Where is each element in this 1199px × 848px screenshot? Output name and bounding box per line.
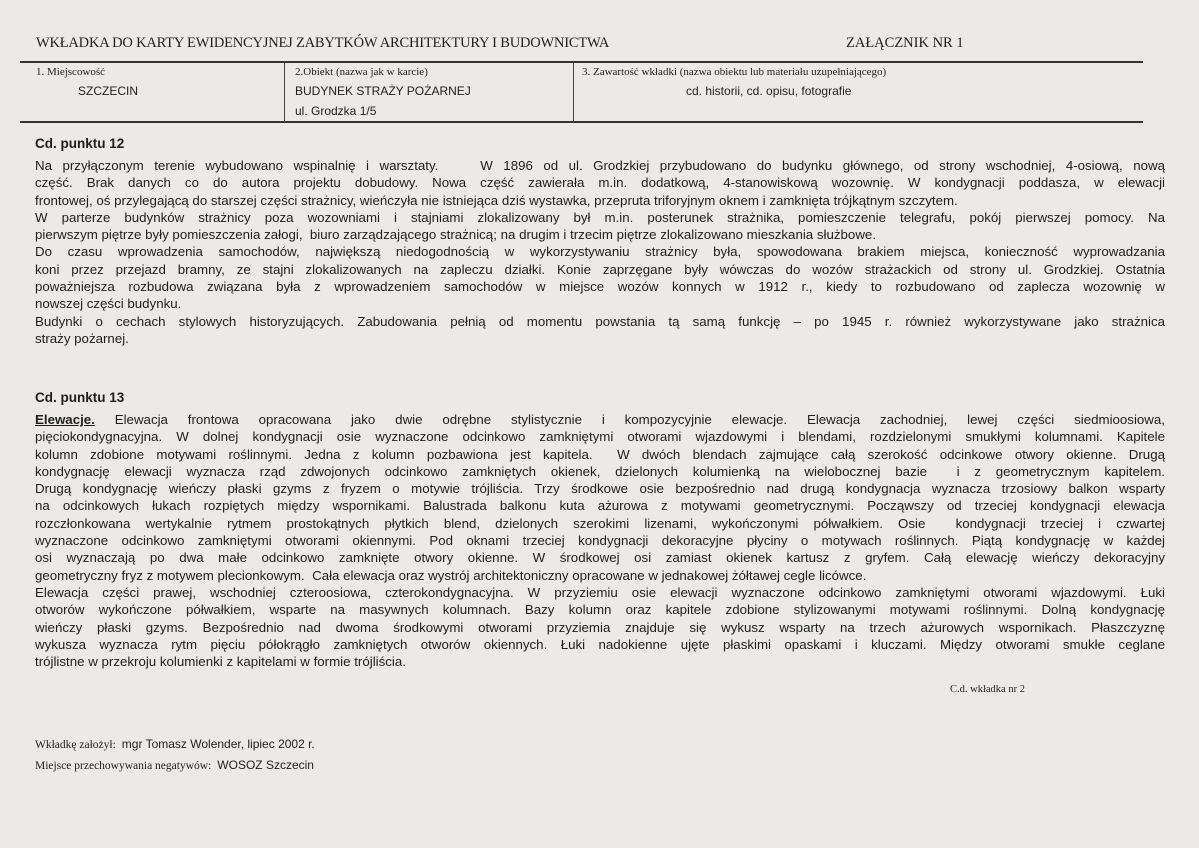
text-line <box>35 619 1165 636</box>
text-line <box>35 209 1165 226</box>
text-line <box>35 313 1165 330</box>
text-line <box>35 174 1165 191</box>
text-line <box>35 549 1165 566</box>
text-line <box>35 428 1165 445</box>
line-text: część. Brak danych co do autora projektu dobudowy. Nowa część zawierała m.in. dodatkową, 4-stanowiskową wozownię. W kondygnacji poddasza, w elewacji <box>35 175 1165 191</box>
continued-note: C.d. wkładka nr 2 <box>950 684 1025 695</box>
line-text: nowszej części budynku. <box>35 296 182 312</box>
line-text: frontowej, oś przylegającą do starszej części strażnicy, wieńczyła nie istniejąca dziś wystawka, przepruta triforyjnym oknem i zamknięta trójkątnym szczytem. <box>35 192 958 208</box>
storage-line <box>35 758 314 772</box>
line-text: pierwszym piętrze były pomieszczenia załogi, biuro zarządzającego strażnicą; na drugim i trzecim piętrze zlokalizowano mieszkania służbowe. <box>35 227 877 243</box>
text-line <box>35 653 1165 670</box>
object-address: ul. Grodzka 1/5 <box>295 104 377 118</box>
contents-value: cd. historii, cd. opisu, fotografie <box>686 84 852 98</box>
line-text: W parterze budynków strażnicy poza wozowniami i stajniami zlokalizowany był m.in. posterunek strażnika, pomieszczenie telegrafu, pokój pierwszej pomocy. Na <box>35 209 1165 225</box>
text-line <box>35 411 1165 428</box>
text-line <box>35 636 1165 653</box>
text-line <box>35 480 1165 497</box>
column-divider-2 <box>573 63 574 122</box>
author-label: Wkładkę założył: <box>35 739 116 751</box>
text-line <box>35 584 1165 601</box>
section-12-heading: Cd. punktu 12 <box>35 136 125 151</box>
line-text: trójlistne w przekroju kolumienki z kapitelami w formie trójliścia. <box>35 654 406 670</box>
line-text: koni przez przejazd bramny, ze stajni zlokalizowanych na zapleczu działki. Konie zaprzęgane były wówczas do wozów strażackich od strony ul. Grodzkiej. Ostatnia <box>35 261 1165 277</box>
text-line <box>35 278 1165 295</box>
line-text: wykusza wyznacza rytm pięciu półokrągło zamkniętych otworów okiennych. Łuki nadokienne ujęte płaskimi opaskami i kluczami. Między otworami smukłe ceglane <box>35 636 1165 652</box>
line-text: na odcinkowych łukach rozpiętych między wspornikami. Balustrada balkonu kuta ażurowa z motywami geometrycznymi. Począwszy od trzeciej kondygnacji elewacja <box>35 498 1165 514</box>
text-line <box>35 532 1165 549</box>
line-text: Na przyłączonym terenie wybudowano wspinalnię i warsztaty. W 1896 od ul. Grodzkiej przybudowano do budynku głównego, od strony wschodniej, 4-osiową, nową <box>35 158 1165 173</box>
document-title: WKŁADKA DO KARTY EWIDENCYJNEJ ZABYTKÓW ARCHITEKTURY I BUDOWNICTWA <box>36 35 610 51</box>
line-text: Drugą kondygnację wieńczy płaski gzyms z fryzem o motywie trójliścia. Trzy środkowe osie bezpośrednio nad drugą kondygnacja wyznacza trzosiowy balkon wsparty <box>35 481 1165 497</box>
section-12-body <box>35 157 1165 347</box>
text-line <box>35 243 1165 260</box>
annex-number: ZAŁĄCZNIK NR 1 <box>846 35 964 51</box>
line-text: Do czasu wprowadzenia samochodów, największą niedogodnością w wykorzystywaniu strażnicy była, spowodowana brakiem miejsca, konieczność wyprowadzania <box>35 244 1165 260</box>
text-line <box>35 226 1165 243</box>
text-line <box>35 515 1165 532</box>
section-13-heading: Cd. punktu 13 <box>35 390 125 405</box>
contents-label: 3. Zawartość wkładki (nazwa obiektu lub materiału uzupełniającego) <box>582 66 887 78</box>
section-13 <box>35 390 1165 670</box>
section-12 <box>35 136 1165 347</box>
line-text: otworów wykończone półwałkiem, wsparte na masywnych kolumnach. Bazy kolumn oraz kapitele zdobione stylizowanymi motywami roślinnymi. Dolną kondygnację <box>35 602 1165 618</box>
line-text: wieńczy płaski gzyms. Bezpośrednio nad dwoma środkowymi otworami przyziemia znajduje się wykusz wsparty na trzech ażurowych wspornikach. Płaszczyznę <box>35 619 1165 635</box>
line-text: kondygnację elewacji wyznacza rząd zdwojonych odcinkowo zamkniętych okienek, dzielonych kolumienką na wielobocznej bazie i z geometrycznym kapitelem. <box>35 463 1165 479</box>
text-line <box>35 463 1165 480</box>
line-text: poważniejsza rozbudowa związana była z wprowadzeniem samochodów w miejsce wozów konnych w 1912 r., kiedy to rozbudowano od zaplecza wozownię w <box>35 279 1165 295</box>
text-line <box>35 330 1165 347</box>
divider-top <box>20 61 1143 63</box>
text-line <box>35 446 1165 463</box>
locality-label: 1. Miejscowość <box>36 66 106 78</box>
divider-bottom <box>20 121 1143 123</box>
author-value: mgr Tomasz Wolender, lipiec 2002 r. <box>121 737 315 751</box>
line-text: geometryczny fryz z motywem plecionkowym. Cała elewacja oraz wystrój architektoniczny opracowane w jednakowej żółtawej cegle licówce. <box>35 567 867 583</box>
text-line <box>35 192 1165 209</box>
text-line <box>35 601 1165 618</box>
lead-heading: Elewacje. <box>35 412 95 427</box>
storage-label: Miejsce przechowywania negatywów: <box>35 760 212 772</box>
object-value: BUDYNEK STRAŻY POŻARNEJ <box>295 84 471 98</box>
line-text: wyznaczone odcinkowo zamkniętymi otworami okiennymi. Pod oknami trzeciej kondygnacji dekoracyjne płyciny o motywach roślinnych. Piątą kondygnację w każdej <box>35 533 1165 549</box>
line-text: Elewacja frontowa opracowana jako dwie odrębne stylistycznie i kompozycyjnie elewacje. Elewacja zachodniej, lewej części siedmioosiowa, <box>94 412 1165 427</box>
author-line <box>35 737 315 751</box>
line-text: Elewacja części prawej, wschodniej czteroosiowa, czterokondygnacyjna. W przyziemiu osie elewacji wyznaczone odcinkowo zamkniętymi otworami wjazdowymi. Łuki <box>35 584 1165 600</box>
line-text: straży pożarnej. <box>35 330 129 346</box>
text-line <box>35 567 1165 584</box>
line-text: Budynki o cechach stylowych historyzujących. Zabudowania pełnią od momentu powstania tą samą funkcję – po 1945 r. również wykorzystywane jako strażnica <box>35 313 1165 329</box>
column-divider-1 <box>284 63 285 122</box>
object-label: 2.Obiekt (nazwa jak w karcie) <box>295 66 428 78</box>
line-text: kolumn zdobione motywami roślinnymi. Jedna z kolumn pozbawiona jest kapitela. W dwóch blendach zajmujące całą szerokość odcinkowe otwory okienne. Drugą <box>35 446 1165 462</box>
text-line <box>35 497 1165 514</box>
text-line <box>35 157 1165 174</box>
locality-value: SZCZECIN <box>78 84 138 98</box>
text-line <box>35 261 1165 278</box>
line-text: pięciokondygnacyjna. W dolnej kondygnacji osie wyznaczone odcinkowo zamkniętymi otworami wjazdowymi i blendami, rozdzielonymi smukłymi kolumnami. Kapitele <box>35 429 1165 445</box>
line-text: rozczłonkowana wertykalnie rytmem prostokątnych płytkich blend, dzielonych szerokimi lizenami, wykończonymi półwałkiem. Osie kondygnacji trzeciej i czwartej <box>35 515 1165 531</box>
line-text: osi wyznaczają po dwa małe odcinkowo zamknięte otwory okienne. W środkowej osi zamiast okienek kartusz z gryfem. Całą elewację wieńczy dekoracyjny <box>35 550 1165 566</box>
section-13-body <box>35 411 1165 670</box>
text-line <box>35 295 1165 312</box>
storage-value: WOSOZ Szczecin <box>217 758 314 772</box>
